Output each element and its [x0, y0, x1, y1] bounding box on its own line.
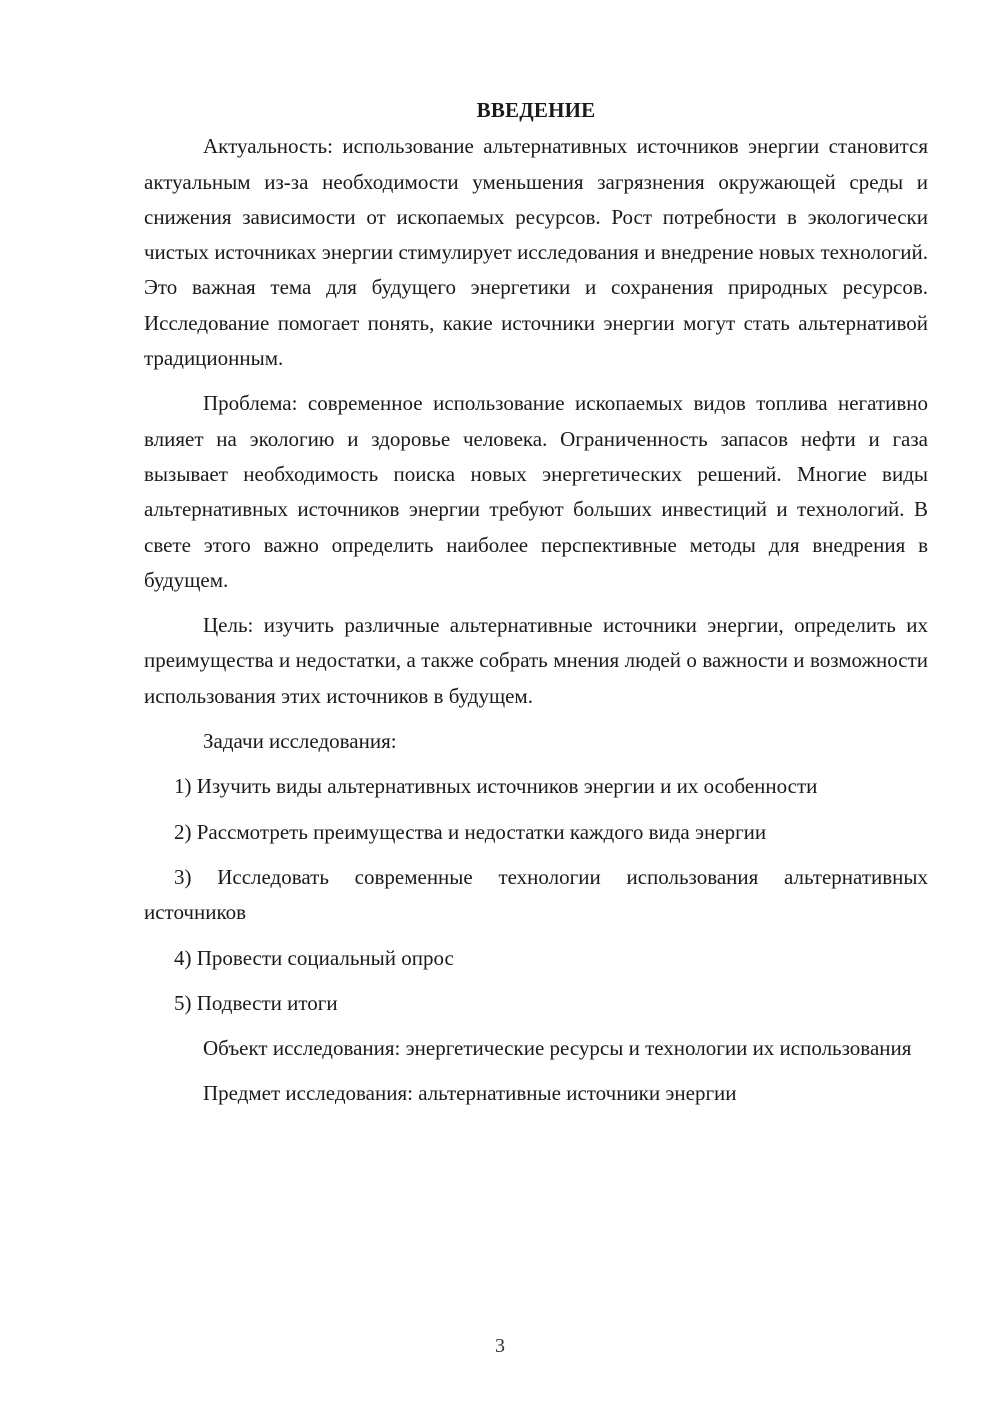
paragraph-object: Объект исследования: энергетические ресурсы и технологии их использования	[203, 1036, 912, 1061]
task-item-3: 3) Исследовать современные технологии использования альтернативных источников	[144, 864, 928, 925]
task-item-1: 1) Изучить виды альтернативных источников энергии и их особенности	[174, 774, 818, 799]
paragraph-problem: Проблема: современное использование ископаемых видов топлива негативно влияет на экологию и здоровье человека. Ограниченность запасов нефти и газа вызывает необходимость поиска новых энергетических решений. Многие виды альтернативных источников энергии требуют больших инвестиций и технологий. В свете этого важно определить наиболее перспективные методы для внедрения в будущем.	[144, 391, 928, 592]
task-item-5: 5) Подвести итоги	[174, 990, 338, 1015]
task-item-2: 2) Рассмотреть преимущества и недостатки каждого вида энергии	[174, 819, 767, 844]
task-item-4: 4) Провести социальный опрос	[174, 945, 454, 970]
tasks-heading: Задачи исследования:	[203, 729, 397, 754]
page-number: 3	[495, 1335, 505, 1357]
document-title: ВВЕДЕНИЕ	[476, 98, 596, 122]
paragraph-relevance: Актуальность: использование альтернативных источников энергии становится актуальным из-за необходимости уменьшения загрязнения окружающей среды и снижения зависимости от ископаемых ресурсов. Рост потребности в экологически чистых источниках энергии стимулирует исследования и внедрение новых технологий. Это важная тема для будущего энергетики и сохранения природных ресурсов. Исследование помогает понять, какие источники энергии могут стать альтернативой традиционным.	[144, 134, 928, 371]
document-body	[144, 93, 928, 1112]
paragraph-subject: Предмет исследования: альтернативные источники энергии	[203, 1081, 737, 1106]
paragraph-goal: Цель: изучить различные альтернативные источники энергии, определить их преимущества и недостатки, а также собрать мнения людей о важности и возможности использования этих источников в будущем.	[144, 613, 928, 708]
